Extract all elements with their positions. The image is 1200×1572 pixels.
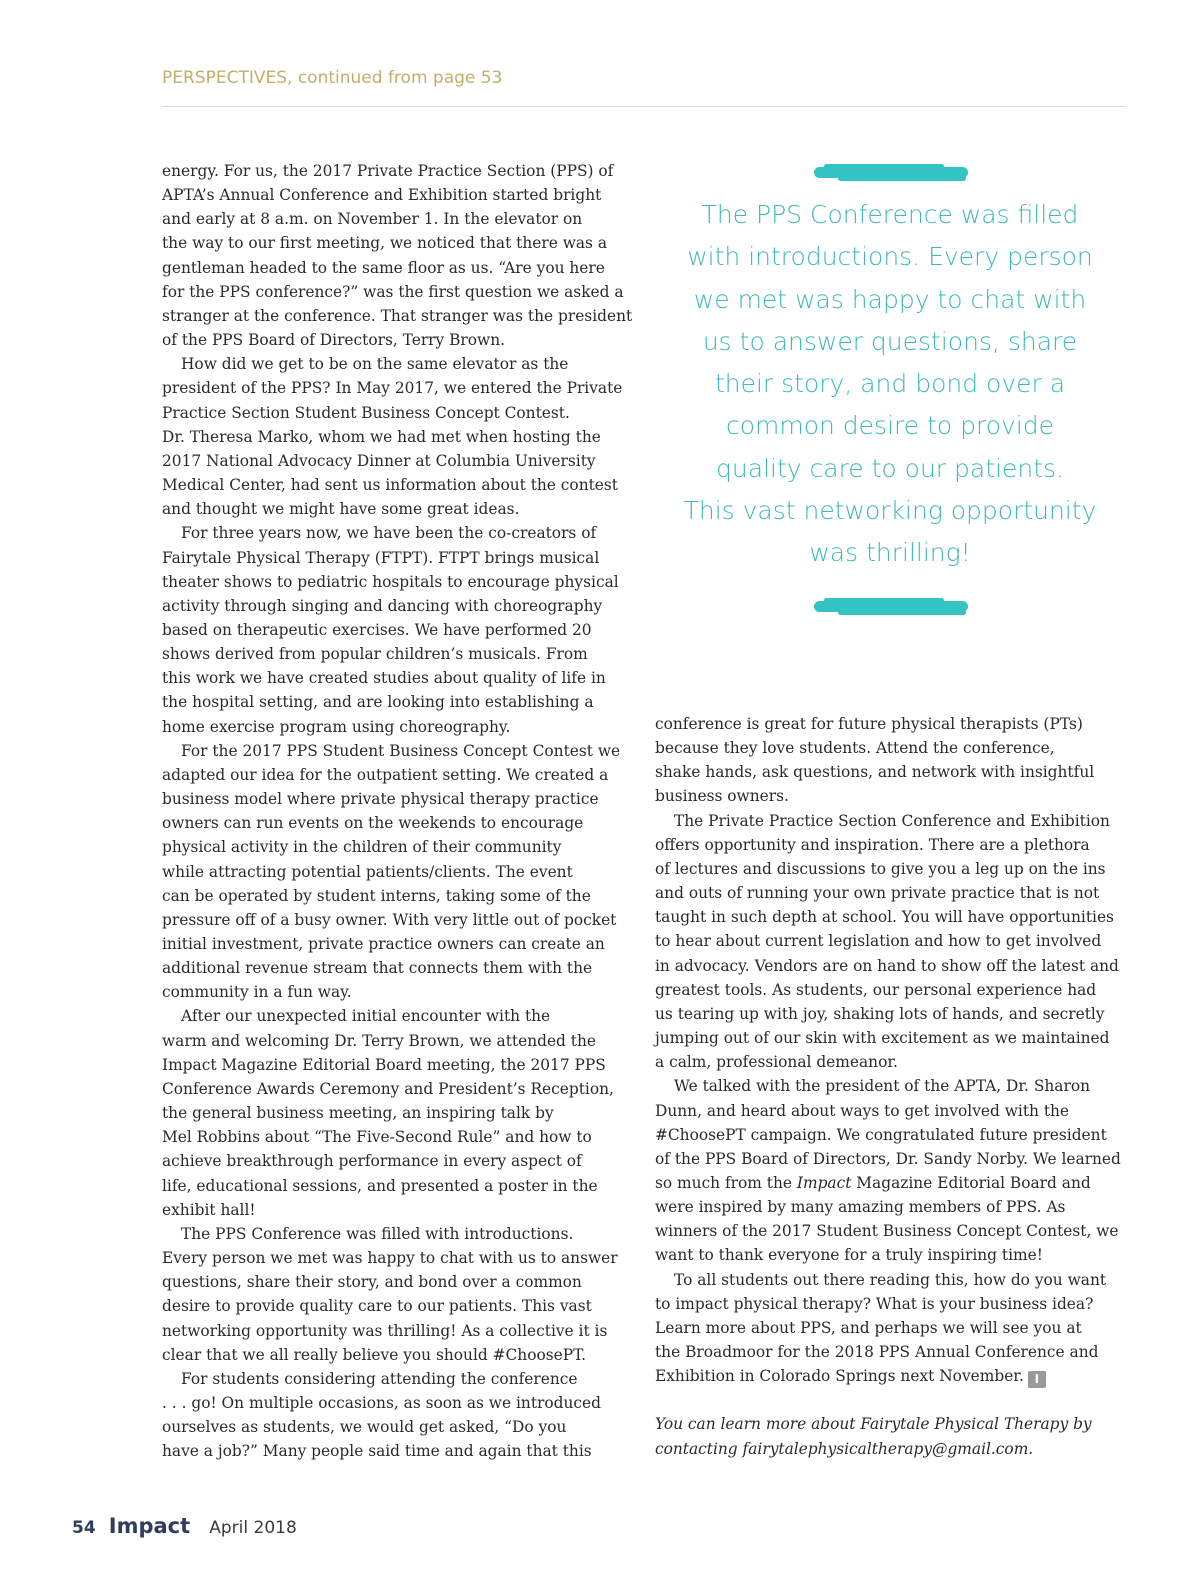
text-line: Mel Robbins about “The Five-Second Rule” and how to [162,1128,592,1147]
text-line: Conference Awards Ceremony and President’s Reception, [162,1079,614,1098]
text-line: while attracting potential patients/clients. The event [162,862,573,881]
text-line: business owners. [655,787,789,806]
brush-stroke-top [814,167,968,178]
text-line: the Broadmoor for the 2018 PPS Annual Conference and [655,1343,1099,1362]
text-line: Every person we met was happy to chat with us to answer [162,1249,618,1268]
text-line: initial investment, private practice owners can create an [162,935,605,953]
text-line: #ChoosePT campaign. We congratulated future president [655,1125,1107,1144]
brush-stroke-bottom [814,601,968,612]
text-line: want to thank everyone for a truly inspiring time! [655,1246,1043,1265]
text-line: For students considering attending the conference [181,1369,578,1388]
text-line: jumping out of our skin with excitement as we maintained [655,1029,1110,1048]
pull-quote-line: common desire to provide [725,411,1055,441]
text-line: exhibit hall! [162,1200,256,1219]
text-line: contacting fairytalephysicaltherapy@gmail.com. [655,1439,1034,1458]
text-line: offers opportunity and inspiration. There are a plethora [655,835,1090,854]
text-line: Learn more about PPS, and perhaps we will see you at [655,1318,1082,1337]
pull-quote-line: us to answer questions, share [702,326,1078,356]
text-line: community in a fun way. [162,983,352,1002]
text-line: shake hands, ask questions, and network with insightful [655,763,1095,782]
text-line: shows derived from popular children’s musicals. From [162,645,588,664]
text-line: 2017 National Advocacy Dinner at Columbia University [162,451,596,470]
text-line: so much from the Impact Magazine Editorial Board and [655,1173,1091,1192]
text-line: home exercise program using choreography. [162,717,511,736]
article-column-left [162,159,640,1463]
text-line: conference is great for future physical therapists (PTs) [655,715,1083,733]
text-line: and early at 8 a.m. on November 1. In the elevator on [162,210,583,229]
paragraph-gap [655,1388,1130,1412]
text-line: ourselves as students, we would get asked, “Do you [162,1418,567,1437]
running-header: PERSPECTIVES, continued from page 53 [162,68,503,88]
text-line: warm and welcoming Dr. Terry Brown, we attended the [162,1031,597,1050]
text-line: for the PPS conference?” was the first question we asked a [162,282,624,301]
text-line: us tearing up with joy, shaking lots of hands, and secretly [655,1004,1105,1023]
text-line: activity through singing and dancing with choreography [162,596,603,615]
text-line: The PPS Conference was filled with introductions. [181,1224,574,1243]
text-line: additional revenue stream that connects them with the [162,959,593,978]
page-number: 54 [72,1518,96,1538]
pull-quote-line: with introductions. Every person [687,242,1093,272]
text-line: APTA’s Annual Conference and Exhibition started bright [162,186,602,205]
text-line: and thought we might have some great ideas. [162,500,520,519]
text-line: stranger at the conference. That stranger was the president [162,306,633,325]
text-line: Dunn, and heard about ways to get involved with the [655,1101,1070,1120]
text-line: After our unexpected initial encounter with the [181,1007,551,1026]
text-line: questions, share their story, and bond over a common [162,1273,582,1292]
text-line: life, educational sessions, and presented a poster in the [162,1176,598,1195]
text-line: have a job?” Many people said time and again that this [162,1442,592,1461]
text-line: of lectures and discussions to give you a leg up on the ins [655,859,1106,878]
end-of-article-icon: I [1028,1371,1046,1388]
text-line: based on therapeutic exercises. We have performed 20 [162,620,592,639]
pull-quote-line: quality care to our patients. [716,453,1064,483]
text-line: winners of the 2017 Student Business Concept Contest, we [655,1222,1119,1241]
text-line: a calm, professional demeanor. [655,1053,898,1072]
text-line: can be operated by student interns, taking some of the [162,886,591,905]
text-line: business model where private physical therapy practice [162,790,599,809]
text-line: Impact Magazine Editorial Board meeting, the 2017 PPS [162,1055,606,1074]
pull-quote-line: was thrilling! [809,538,971,568]
pull-quote-line: This vast networking opportunity [683,496,1097,526]
text-line: We talked with the president of the APTA, Dr. Sharon [674,1077,1090,1096]
text-line: networking opportunity was thrilling! As a collective it is [162,1321,608,1340]
text-line: greatest tools. As students, our personal experience had [655,980,1097,999]
text-line: The Private Practice Section Conference and Exhibition [674,811,1110,830]
text-line: to hear about current legislation and how to get involved [655,932,1102,951]
text-line: Exhibition in Colorado Springs next November. I [655,1364,1130,1388]
text-line: You can learn more about Fairytale Physical Therapy by [655,1415,1092,1434]
text-line: the hospital setting, and are looking into establishing a [162,693,594,712]
text-line: achieve breakthrough performance in every aspect of [162,1152,582,1171]
text-line: of the PPS Board of Directors, Terry Brown. [162,331,506,350]
text-line: To all students out there reading this, how do you want [674,1270,1107,1289]
text-line: taught in such depth at school. You will have opportunities [655,908,1114,927]
pull-quote-line: their story, and bond over a [714,369,1066,399]
text-line: to impact physical therapy? What is your business idea? [655,1294,1094,1313]
text-line: gentleman headed to the same floor as us. “Are you here [162,258,605,277]
text-line: How did we get to be on the same elevator as the [181,355,569,374]
text-line: For three years now, we have been the co-creators of [181,524,597,543]
text-line: Fairytale Physical Therapy (FTPT). FTPT brings musical [162,548,600,567]
text-line: Practice Section Student Business Concept Contest. [162,403,570,422]
article-column-right [655,712,1130,1461]
text-line: this work we have created studies about quality of life in [162,669,606,688]
text-line: Medical Center, had sent us information about the contest [162,476,618,495]
magazine-name: Impact [108,1514,191,1538]
text-line: Dr. Theresa Marko, whom we had met when hosting the [162,427,601,446]
text-line: were inspired by many amazing members of PPS. As [655,1198,1066,1217]
magazine-title-italic: Impact [796,1173,852,1192]
text-line: owners can run events on the weekends to encourage [162,814,584,833]
pull-quote-line: The PPS Conference was filled [701,200,1079,229]
text-line: of the PPS Board of Directors, Dr. Sandy Norby. We learned [655,1149,1121,1168]
text-line: For the 2017 PPS Student Business Concept Contest we [181,741,621,760]
text-line: and outs of running your own private practice that is not [655,884,1100,903]
text-line: because they love students. Attend the conference, [655,739,1055,758]
text-line: in advocacy. Vendors are on hand to show off the latest and [655,956,1119,975]
pull-quote-line: we met was happy to chat with [693,284,1087,314]
text-line: theater shows to pediatric hospitals to encourage physical [162,572,619,591]
text-line: pressure off of a busy owner. With very little out of pocket [162,910,617,929]
page-footer [72,1514,297,1538]
pull-quote [660,194,1120,575]
text-line: president of the PPS? In May 2017, we entered the Private [162,379,623,398]
header-divider [162,106,1125,107]
text-line: energy. For us, the 2017 Private Practice Section (PPS) of [162,162,614,180]
text-line: clear that we all really believe you should #ChoosePT. [162,1345,586,1364]
text-line: adapted our idea for the outpatient setting. We created a [162,765,609,784]
text-line: physical activity in the children of their community [162,838,562,857]
issue-date: April 2018 [209,1518,297,1538]
text-line: the general business meeting, an inspiring talk by [162,1104,554,1123]
text-line: . . . go! On multiple occasions, as soon as we introduced [162,1393,601,1412]
text-line: desire to provide quality care to our patients. This vast [162,1297,592,1316]
text-line: the way to our first meeting, we noticed that there was a [162,234,608,253]
